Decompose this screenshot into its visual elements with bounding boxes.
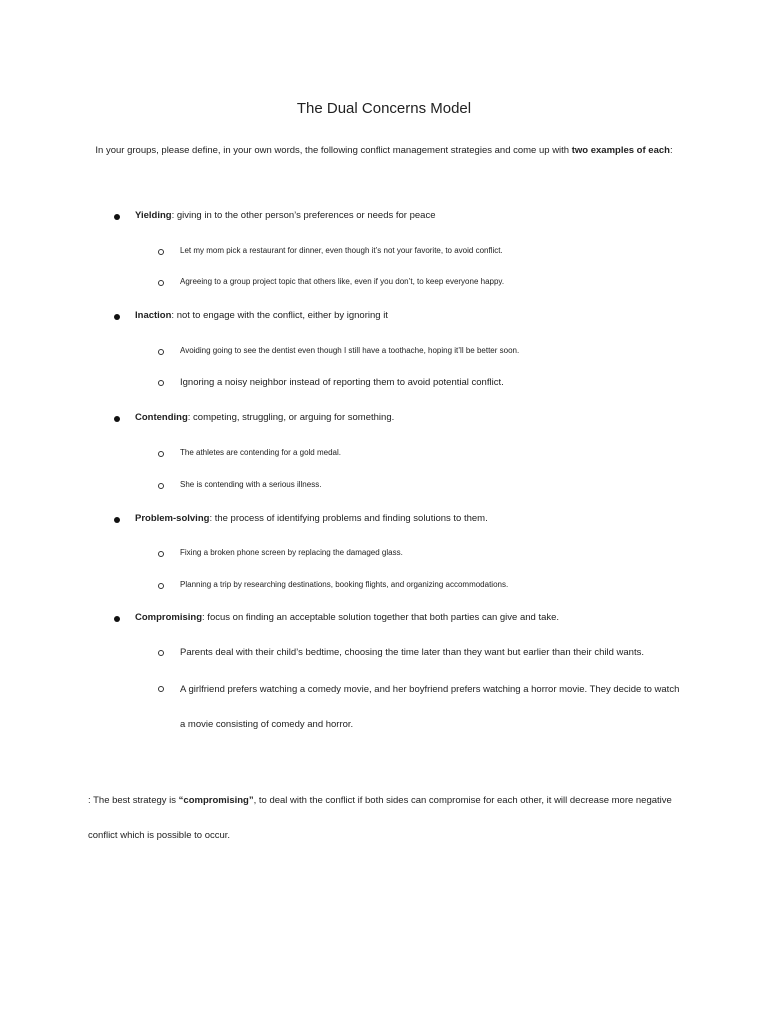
circle-bullet-icon <box>158 249 164 255</box>
example-text: She is contending with a serious illness. <box>180 480 322 489</box>
example-text: Parents deal with their child’s bedtime, choosing the time later than they want but earlier than their child wants. <box>180 647 644 658</box>
conclusion-bold: “compromising” <box>178 795 254 806</box>
strategy-term: Contending <box>135 412 188 423</box>
example-text: Agreeing to a group project topic that others like, even if you don’t, to keep everyone happy. <box>180 277 505 286</box>
example-text: A girlfriend prefers watching a comedy movie, and her boyfriend prefers watching a horror movie. They decide to watch a movie consisting of comedy and horror. <box>180 684 680 730</box>
circle-bullet-icon <box>158 686 164 692</box>
circle-bullet-icon <box>158 280 164 286</box>
example-text: Ignoring a noisy neighbor instead of reporting them to avoid potential conflict. <box>180 377 504 388</box>
bullet-icon <box>114 616 120 622</box>
intro-text-end: : <box>669 145 673 156</box>
conclusion-text: : The best strategy is <box>88 795 179 806</box>
intro-bold: two examples of each <box>571 145 670 156</box>
bullet-icon <box>114 214 120 220</box>
strategy-definition: : competing, struggling, or arguing for something. <box>187 412 395 423</box>
bullet-icon <box>114 517 120 523</box>
conclusion-paragraph <box>88 783 678 853</box>
bullet-icon <box>114 416 120 422</box>
circle-bullet-icon <box>158 551 164 557</box>
strategy-definition: : the process of identifying problems and finding solutions to them. <box>209 513 488 524</box>
circle-bullet-icon <box>158 583 164 589</box>
strategy-term: Problem-solving <box>135 513 210 524</box>
intro-text: In your groups, please define, in your own words, the following conflict management strategies and come up with <box>95 145 572 156</box>
conclusion-text-end: , to deal with the conflict if both sides can compromise for each other, it will decrease more negative conflict which is possible to occur. <box>88 795 672 841</box>
circle-bullet-icon <box>158 380 164 386</box>
example-text: Let my mom pick a restaurant for dinner, even though it’s not your favorite, to avoid conflict. <box>180 246 503 255</box>
circle-bullet-icon <box>158 650 164 656</box>
strategy-definition: : not to engage with the conflict, either by ignoring it <box>171 310 388 321</box>
example-text: The athletes are contending for a gold medal. <box>180 448 341 457</box>
intro-paragraph <box>88 140 680 162</box>
circle-bullet-icon <box>158 349 164 355</box>
circle-bullet-icon <box>158 483 164 489</box>
bullet-icon <box>114 314 120 320</box>
example-text: Planning a trip by researching destinations, booking flights, and organizing accommodations. <box>180 580 509 589</box>
example-text: Avoiding going to see the dentist even though I still have a toothache, hoping it’ll be better soon. <box>180 346 520 355</box>
strategy-term: Yielding <box>135 210 172 221</box>
strategy-definition: : focus on finding an acceptable solution together that both parties can give and take. <box>202 612 560 623</box>
strategy-term: Compromising <box>135 612 203 623</box>
page-title: The Dual Concerns Model <box>296 100 472 117</box>
strategy-term: Inaction <box>135 310 172 321</box>
example-text: Fixing a broken phone screen by replacing the damaged glass. <box>180 548 403 557</box>
circle-bullet-icon <box>158 451 164 457</box>
strategy-definition: : giving in to the other person’s preferences or needs for peace <box>171 210 436 221</box>
